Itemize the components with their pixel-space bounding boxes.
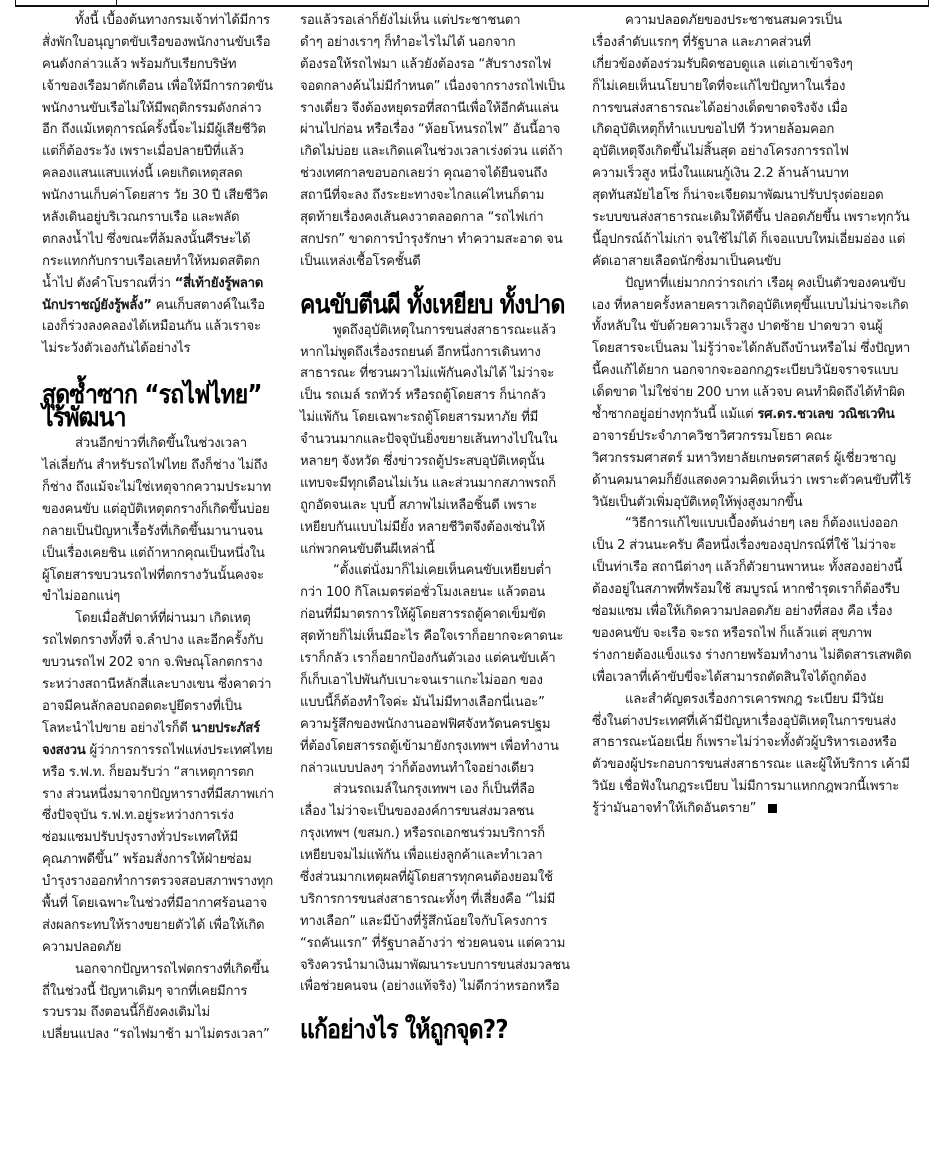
article-line: ไม่แพ้กัน โดยเฉพาะรถตู้โดยสารมหาภัย ที่มี	[300, 410, 539, 426]
article-line: ซ่อมแซม เพื่อให้เกิดความปลอดภัย อย่างที่สอง คือ เรื่อง	[592, 604, 893, 620]
article-line: และสำคัญตรงเรื่องการเคารพกฎ ระเบียบ มีวินัย	[625, 691, 884, 707]
bold-name: จงสงวน	[42, 742, 86, 758]
article-line: ขบวนรถไฟ 202 จาก จ.พิษณุโลกตกราง	[42, 655, 263, 671]
article-line: สถานีที่จะลง ถึงระยะทางจะไกลแค่ไหนก็ตาม	[300, 188, 545, 204]
article-line: สกปรก” ขาดการบำรุงรักษา ทำความสะอาด จน	[300, 231, 563, 247]
article-line: ตกลงน้ำไป ซึ่งขณะที่ล้มลงนั้นศีรษะได้	[42, 231, 251, 247]
article-line: ถี่ในช่วงนี้ ปัญหาเดิมๆ จากที่เคยมีการ	[42, 983, 248, 999]
paragraph-group	[592, 10, 922, 404]
article-line: ระบบขนส่งสาธารณะเดิมให้ดีขึ้น ปลอดภัยขึ้น เพราะทุกวัน	[592, 210, 910, 226]
article-line: ผ่านไปก่อน หรือเรื่อง “ห้อยโหนรถไฟ” อันนี้อาจ	[300, 122, 561, 138]
article-line: นอกจากปัญหารถไฟตกรางที่เกิดขึ้น	[75, 961, 269, 977]
article-column-3	[592, 10, 922, 820]
paragraph-group	[42, 316, 282, 360]
article-line: ทั้งหลับใน ขับด้วยความเร็วสูง ปาดซ้าย ปาดขวา จนผู้	[592, 319, 883, 335]
article-line: หรือ ร.ฟ.ท. ก็ยอมรับว่า “สาเหตุการตก	[42, 764, 254, 780]
article-line: เหยียบจมไม่แพ้กัน เพื่อแย่งลูกค้าและทำเวลา	[300, 848, 543, 864]
article-line: แต่ก็ต้องระวัง เพราะเมื่อปลายปีที่แล้ว	[42, 144, 244, 160]
article-line: อาจารย์ประจำภาควิชาวิศวกรรมโยธา คณะ	[592, 428, 833, 444]
article-line: ก่อนที่มีมาตรการให้ผู้โดยสารรถตู้คาดเข็มขัด	[300, 607, 546, 623]
article-line: ก็เก็บเอาไปพันกับเบาะจนเราแกะไม่ออก ของ	[300, 672, 543, 688]
article-line: ระหว่างสถานีหลักสี่และบางเขน ซึ่งคาดว่า	[42, 677, 272, 693]
article-line: คนดังกล่าวแล้ว พร้อมกับเรียกบริษัท	[42, 56, 237, 72]
top-border-rule	[15, 0, 929, 7]
article-line: จอดกลางค้นไม่มีกำหนด” เนื่องจากรางรถไฟเป็น	[300, 78, 565, 94]
article-line	[42, 740, 282, 762]
article-line: เกิดอุบัติเหตุก็ทำแบบขอไปที วัวหายล้อมคอก	[592, 122, 835, 138]
article-line: “ตั้งแต่นั่งมาก็ไม่เคยเห็นคนขับเหยียบต่ำ	[333, 563, 552, 579]
article-line: แบบนี้ก็ต้องทำใจค่ะ มันไม่มีทางเลือกนี่เนอะ”	[300, 694, 545, 710]
article-line	[42, 273, 282, 295]
section-heading: ไร้พัฒนา	[42, 404, 126, 434]
article-line: เอง ที่หลายครั้งหลายคราวเกิดอุบัติเหตุขึ้นแบบไม่น่าจะเกิด	[592, 297, 909, 313]
article-line: พนักงานเก็บค่าโดยสาร วัย 30 ปี เสียชีวิต	[42, 188, 268, 204]
article-line: เกี่ยวข้องต้องร่วมรับผิดชอบดูแล แต่เอาเข้าจริงๆ	[592, 56, 853, 72]
article-line: โดยสารจะเป็นลม ไม่รู้ว่าจะได้กลับถึงบ้านหรือไม่ ซึ่งปัญหา	[592, 341, 911, 357]
article-line: ซึ่งส่วนมากเหตุผลที่ผู้โดยสารทุกคนต้องยอมใช้	[300, 869, 553, 885]
article-line: กระแทกกับกราบเรือเลยทำให้หมดสติตก	[42, 253, 260, 269]
article-line: ความปลอดภัย	[42, 939, 122, 955]
article-line: ความปลอดภัยของประชาชนสมควรเป็น	[625, 13, 842, 28]
text-run: น้ำไป ดังคำโบราณที่ว่า	[42, 275, 175, 291]
article-line: รู้ว่ามันอาจทำให้เกิดอันตราย”	[592, 798, 922, 820]
article-line: สุดท้ายเรื่องคงเส้นคงวาตลอดกาล “รถไฟเก่า	[300, 210, 544, 226]
article-line: เป็น 2 ส่วนนะครับ คือหนึ่งเรื่องของอุปกรณ์ที่ใช้ ไม่ว่าจะ	[592, 538, 897, 554]
article-line: เจ้าของเรือมาตักเตือน เพื่อให้มีการกวดขัน	[42, 78, 273, 94]
article-line: กรุงเทพฯ (ขสมก.) หรือรถเอกชนร่วมบริการก็	[300, 826, 545, 842]
article-line: ส่วนอีกข่าวที่เกิดขึ้นในช่วงเวลา	[75, 436, 247, 452]
article-line: สุดทันสมัยไฮโซ ก็น่าจะเจียดมาพัฒนาปรับปรุงต่อยอด	[592, 188, 884, 204]
text-run: คนเก็บสตางค์ในเรือ	[151, 297, 265, 313]
article-line: ก็ช่าง ถึงแม้จะไม่ใช่เหตุจากความประมาท	[42, 480, 271, 496]
section-heading: คนขับตีนผี ทั้งเหยียบ ทั้งปาด	[300, 290, 565, 320]
article-line: กล่าวแบบปลงๆ ว่าก็ต้องทนทำใจอย่างเดียว	[300, 760, 534, 776]
article-line: ช่วงเทศกาลขอบอกเลยว่า คุณอาจได้ยืนจนถึง	[300, 166, 548, 182]
article-line: นี้คงแก้ได้ยาก นอกจากจะออกกฎระเบียบวินัยจราจรแบบ	[592, 363, 899, 379]
article-line	[42, 718, 282, 740]
article-line: สาธารณะน้อยเนี่ย ก็เพราะไม่ว่าจะทั้งตัวผู้บริหารเองหรือ	[592, 735, 897, 751]
article-line: ตัวของผู้ประกอบการขนส่งสาธารณะ และผู้ให้บริการ เค้ามี	[592, 757, 910, 773]
article-line: ความรู้สึกของพนักงานออฟฟิศจังหวัดนครปฐม	[300, 716, 551, 732]
article-line: เกิดไม่บ่อย และเกิดแค่ในช่วงเวลาเร่งด่วน แต่ถ้า	[300, 144, 563, 160]
article-column-1	[42, 10, 282, 1046]
article-line: ทางเลือก” และมีบ้างที่รู้สึกน้อยใจกับโครงการ	[300, 913, 548, 929]
article-line: อีก ถึงแม้เหตุการณ์ครั้งนี้จะไม่มีผู้เสียชีวิต	[42, 122, 266, 138]
article-line: ต้องอยู่ในสภาพที่พร้อมใช้ สมบูรณ์ หากชำรุดเราก็ต้องรีบ	[592, 582, 900, 598]
article-line: “รถคันแรก” ที่รัฐบาลอ้างว่า ช่วยคนจน แต่ความ	[300, 935, 566, 951]
article-line: วินัยเป็นตัวเพิ่มอุบัติเหตุให้พุ่งสูงมากขึ้น	[592, 494, 803, 510]
article-line: สั่งพักใบอนุญาตขับเรือของพนักงานขับเรือ	[42, 34, 271, 50]
article-line: การขนส่งสาธารณะได้อย่างเด็ดขาดจริงจัง เมื่อ	[592, 100, 848, 116]
article-line: เราก็กลัว เราก็อยากป้องกันตัวเอง แต่คนขับเค้า	[300, 651, 556, 667]
article-line: ซ่อมแซมปรับปรุงรางทั่วประเทศให้มี	[42, 830, 238, 846]
article-line: เป็นท่าเรือ สถานีต่างๆ แล้วก็ตัวยานพาหนะ ทั้งสองอย่างนี้	[592, 560, 903, 576]
article-line: หลายๆ จังหวัด ซึ่งข่าวรถตู้ประสบอุบัติเหตุนั้น	[300, 454, 545, 470]
article-line: รถไฟตกรางทั้งที่ จ.ลำปาง และอีกครั้งกับ	[42, 633, 264, 649]
article-line: “วิธีการแก้ไขแบบเบื้องต้นง่ายๆ เลย ก็ต้องแบ่งออก	[625, 516, 898, 532]
article-line: ต้องรอให้รถไฟมา แล้วยังต้องรอ “สับรางรถไฟ	[300, 56, 552, 72]
article-line: นี้อุปกรณ์ถ้าไม่เก่า จนใช้ไม่ได้ ก็เจอแบบใหม่เอี่ยมอ่อง แต่	[592, 231, 906, 247]
bold-name: นายประภัสร์	[191, 720, 260, 736]
paragraph-group	[42, 433, 282, 718]
section-heading: สุดซ้ำซาก “รถไฟไทย”	[42, 381, 262, 411]
article-line: วินัย เชื่อฟังในกฎระเบียบ ไม่มีการมาแหกกฎพวกนี้เพราะ	[592, 779, 900, 795]
article-line: ร่างกายต้องแข็งแรง ร่างกายพร้อมทำงาน ไม่ติดสารเสพติด	[592, 647, 912, 663]
article-line: เองก็ร่วงลงคลองได้เหมือนกัน แล้วเราจะ	[42, 319, 261, 335]
article-line: ผู้โดยสารขบวนรถไฟที่ตกรางวันนั้นคงจะ	[42, 567, 264, 583]
article-line: ราง ส่วนหนึ่งมาจากปัญหารางที่มีสภาพเก่า	[42, 786, 274, 802]
article-line: จำนวนมากและปัจจุบันยิ่งขยายเส้นทางไปในใน	[300, 432, 558, 448]
article-line: กลายเป็นปัญหาเรื้อรังที่เกิดขึ้นมานานจน	[42, 523, 263, 539]
article-line: หากไม่พูดถึงเรื่องรถยนต์ อีกหนึ่งการเดินทาง	[300, 344, 541, 360]
article-line: เปลี่ยนแปลง “รถไฟมาช้า มาไม่ตรงเวลา”	[42, 1027, 270, 1043]
article-line: อุบัติเหตุจึงเกิดขึ้นไม่สิ้นสุด อย่างโครงการรถไฟ	[592, 144, 849, 160]
article-line: พูดถึงอุบัติเหตุในการขนส่งสาธารณะแล้ว	[333, 322, 556, 338]
text-run: โลหะนำไปขาย อย่างไรก็ดี	[42, 720, 192, 736]
article-line: ที่ต้องโดยสารรถตู้เข้ามายังกรุงเทพฯ เพื่อทำงาน	[300, 738, 559, 754]
article-line: เด็ดขาด ไม่ใช่จ่าย 200 บาท แล้วจบ คนทำผิดถึงได้ทำผิด	[592, 385, 905, 401]
border-divider	[116, 0, 117, 5]
article-line: ส่งผลกระทบให้รางขยายตัวได้ เพื่อให้เกิด	[42, 917, 265, 933]
article-line: เป็นเรื่องเคยชิน แต่ถ้าหากคุณเป็นหนึ่งใน	[42, 545, 265, 561]
article-line: ด้านคมนาคมก็ยังแสดงความคิดเห็นว่า เพราะตัวคนขับที่ไร้	[592, 472, 911, 488]
bold-name: รศ.ดร.ชวเลข วณิชเวทิน	[757, 407, 895, 423]
article-line: บำรุงรางออกทำการตรวจสอบสภาพรางทุก	[42, 874, 273, 890]
article-line: ทั้งนี้ เบื้องต้นทางกรมเจ้าท่าได้มีการ	[75, 13, 270, 28]
article-line: ไม่ระวังตัวเองกันได้อย่างไร	[42, 341, 191, 357]
paragraph-group	[592, 426, 922, 820]
end-of-article-mark	[768, 804, 777, 813]
article-line: ดำๆ อย่างเราๆ ก็ทำอะไรไม่ได้ นอกจาก	[300, 34, 516, 50]
text-run: ซ้ำซากอยู่อย่างทุกวันนี้ แม้แต่	[592, 407, 758, 423]
paragraph-group	[300, 10, 565, 273]
article-line: เลื่อง ไม่ว่าจะเป็นขององค์การขนส่งมวลชน	[300, 804, 534, 820]
article-line: ของคนขับ จะเรือ จะรถ หรือรถไฟ ก็แล้วแต่ สุขภาพ	[592, 625, 872, 641]
article-line: ของคนขับ แต่อุบัติเหตุตกรางก็เกิดขึ้นบ่อย	[42, 501, 270, 517]
article-line: สาธารณะ ที่ชวนผวาไม่แพ้กันคงไม่ได้ ไม่ว่าจะ	[300, 366, 555, 382]
article-line: ซึ่งในต่างประเทศที่เค้ามีปัญหาเรื่องอุบัติเหตุในการขนส่ง	[592, 713, 896, 729]
article-line: คัดเอาสายเลือดนักซิ่งมาเป็นคนขับ	[592, 253, 781, 269]
article-line	[592, 404, 922, 426]
article-line: เพื่อเวลาที่เค้าขับขี่จะได้สามารถตัดสินใจได้ถูกต้อง	[592, 669, 867, 685]
article-line: เหยียบกันแบบไม่มียั้ง หลายชีวิตจึงต้องเซ่นให้	[300, 519, 545, 535]
article-line: เพื่อช่วยคนจน (อย่างแท้จริง) ไม่ดีกว่าหรอกหรือ	[300, 979, 560, 995]
article-line: กว่า 100 กิโลเมตรต่อชั่วโมงเลยนะ แล้วตอน	[300, 585, 545, 601]
article-line: โดยเมื่อสัปดาห์ที่ผ่านมา เกิดเหตุ	[75, 611, 251, 627]
article-line: หลังเดินอยู่บริเวณกราบเรือ และพลัด	[42, 210, 240, 226]
section-heading: แก้อย่างไร ให้ถูกจุด??	[300, 1016, 508, 1046]
article-line: ถูกอัดจนเละ บุบบี้ สภาพไม่เหลือชิ้นดี เพราะ	[300, 497, 537, 513]
article-line: วิศวกรรมศาสตร์ มหาวิทยาลัยเกษตรศาสตร์ ผู้เชี่ยวชาญ	[592, 450, 896, 466]
article-line: สุดท้ายก็ไม่เห็นมีอะไร คือใจเราก็อยากจะคาดนะ	[300, 629, 564, 645]
article-line: รางเดี่ยว จึงต้องหยุดรอที่สถานีเพื่อให้อีกคันแล่น	[300, 100, 559, 116]
article-column-2	[300, 10, 570, 1046]
article-line: รอแล้วรอเล่าก็ยังไม่เห็น แต่ประชาชนตา	[300, 13, 521, 28]
article-line: เป็นแหล่งเชื้อโรคชั้นดี	[300, 253, 421, 269]
article-line: รวบรวม ถึงตอนนี้ก็ยังคงเดิมไม่	[42, 1005, 210, 1021]
article-line: เรื่องลำดับแรกๆ ที่รัฐบาล และภาคส่วนที่	[592, 34, 811, 50]
bold-quote: “สี่เท้ายังรู้พลาด	[174, 275, 264, 291]
article-line: แทบจะมีทุกเดือนไม่เว้น และส่วนมากสภาพรถก็	[300, 475, 556, 491]
article-line: ก็ไม่เคยเห็นนโยบายใดที่จะแก้ไขปัญหาในเรื่อง	[592, 78, 846, 94]
article-line: ไล่เลี่ยกัน สำหรับรถไฟไทย ถึงก็ช่าง ไม่ถึง	[42, 458, 268, 474]
article-line: พนักงานขับเรือไม่ให้มีพฤติกรรมดังกล่าว	[42, 100, 262, 116]
article-line: แก่พวกคนขับตีนผีเหล่านี้	[300, 541, 435, 557]
article-line	[42, 295, 282, 317]
article-line: คุณภาพดีขึ้น” พร้อมสั่งการให้ฝ่ายซ่อม	[42, 852, 252, 868]
article-line: ส่วนรถเมล์ในกรุงเทพฯ เอง ก็เป็นที่ลือ	[333, 782, 535, 798]
article-line: จริงควรนำมาเงินมาพัฒนาระบบการขนส่งมวลชน	[300, 957, 570, 973]
article-line: เป็น รถเมล์ รถทัวร์ หรือรถตู้โดยสาร ก็น่ากลัว	[300, 388, 546, 404]
article-line: ขำไม่ออกแน่ๆ	[42, 589, 120, 605]
article-line: คลองแสนแสบแห่งนี้ เคยเกิดเหตุสลด	[42, 166, 243, 182]
paragraph-group	[300, 320, 570, 999]
paragraph-group	[42, 10, 282, 273]
article-line: อาจมีคนลักลอบถอดตะปูยึดรางที่เป็น	[42, 698, 242, 714]
article-line: บริการการขนส่งสาธารณะทั้งๆ ที่เสี่ยงคือ “ไม่มี	[300, 891, 556, 907]
article-line: ซึ่งปัจจุบัน ร.ฟ.ท.อยู่ระหว่างการเร่ง	[42, 808, 234, 824]
bold-quote: นักปราชญ์ยังรู้พลั้ง”	[42, 297, 152, 313]
paragraph-group	[42, 762, 282, 1047]
text-run: ผู้ว่าการการรถไฟแห่งประเทศไทย	[85, 742, 273, 758]
article-line: พื้นที่ โดยเฉพาะในช่วงที่มีอากาศร้อนอาจ	[42, 895, 267, 911]
article-line: ความเร็วสูง หนึ่งในแผนกู้เงิน 2.2 ล้านล้านบาท	[592, 166, 849, 182]
article-line: ปัญหาที่แย่มากกว่ารถเก่า เรือผุ คงเป็นตัวของคนขับ	[625, 275, 906, 291]
